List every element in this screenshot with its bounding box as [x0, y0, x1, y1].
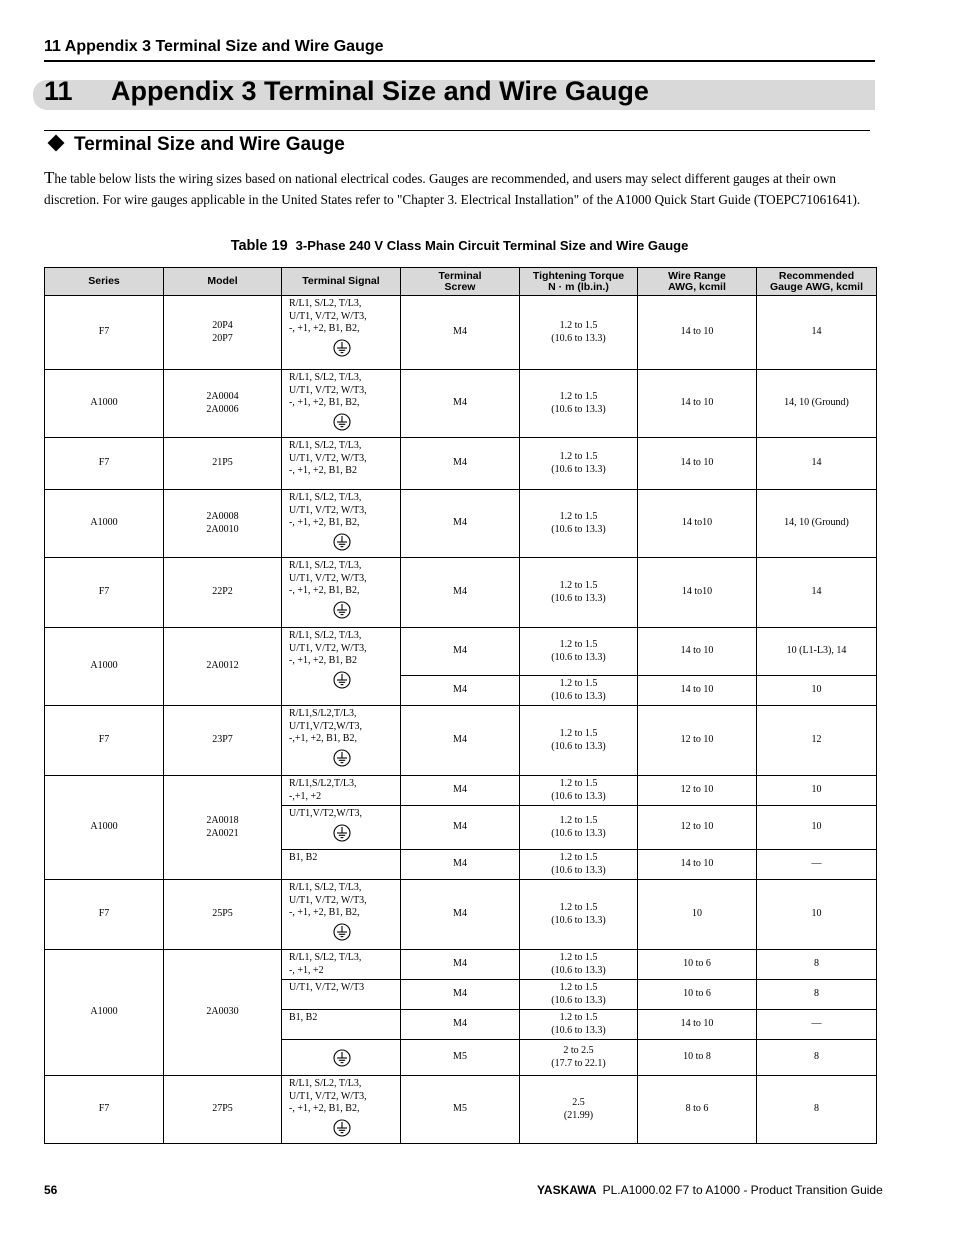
header-tightening-torque — [520, 268, 638, 296]
cell-tightening-torque-line: 1.2 to 1.5 — [559, 952, 598, 963]
cell-terminal-signal — [282, 1076, 401, 1144]
table-row — [45, 1076, 877, 1144]
cell-tightening-torque-line: 1.2 to 1.5 — [559, 902, 598, 913]
cell-tightening-torque-line: 1.2 to 1.5 — [559, 852, 598, 863]
cell-terminal-screw: M4 — [401, 776, 520, 806]
cell-tightening-torque-line: 2 to 2.5 — [563, 1045, 594, 1056]
cell-terminal-signal — [282, 950, 401, 980]
cell-wire-range: 14 to 10 — [638, 628, 757, 676]
cell-model — [164, 706, 282, 776]
terminal-signal-line: -,+1, +2 — [289, 790, 322, 802]
table-row — [45, 558, 877, 628]
cell-terminal-signal — [282, 850, 401, 880]
terminal-signal-text — [289, 808, 394, 821]
terminal-signal-line: -, +1, +2, B1, B2, — [289, 323, 360, 334]
ground-symbol-icon — [333, 413, 351, 431]
cell-model-line: 2A0004 — [206, 391, 239, 402]
cell-terminal-signal — [282, 706, 401, 776]
intro-drop-cap: T — [44, 168, 55, 187]
intro-paragraph — [44, 168, 870, 210]
cell-recommended-gauge: 10 — [757, 806, 877, 850]
cell-recommended-gauge: 12 — [757, 706, 877, 776]
table-row — [45, 880, 877, 950]
cell-tightening-torque-line: 1.2 to 1.5 — [559, 1012, 598, 1023]
terminal-signal-line: U/T1, V/T2, W/T3, — [289, 894, 367, 906]
ground-symbol-icon — [333, 923, 351, 941]
terminal-signal-line: U/T1,V/T2,W/T3, — [289, 808, 363, 819]
cell-tightening-torque — [520, 1010, 638, 1040]
cell-terminal-screw: M4 — [401, 370, 520, 438]
cell-tightening-torque — [520, 850, 638, 880]
cell-recommended-gauge: 14 — [757, 438, 877, 490]
cell-tightening-torque-line: (10.6 to 13.3) — [551, 523, 606, 535]
cell-tightening-torque-line: (10.6 to 13.3) — [551, 403, 606, 415]
cell-series: F7 — [45, 438, 164, 490]
cell-terminal-screw: M4 — [401, 706, 520, 776]
cell-terminal-screw: M5 — [401, 1040, 520, 1076]
chapter-number: 11 — [44, 76, 73, 106]
cell-recommended-gauge: 10 — [757, 776, 877, 806]
cell-tightening-torque-line: (10.6 to 13.3) — [551, 651, 606, 663]
cell-model — [164, 776, 282, 880]
table-row — [45, 490, 877, 558]
terminal-signal-line: R/L1,S/L2,T/L3, — [289, 708, 357, 719]
terminal-signal-text — [289, 952, 394, 977]
cell-terminal-screw: M4 — [401, 558, 520, 628]
ground-symbol-icon — [333, 1049, 351, 1067]
cell-terminal-signal — [282, 1010, 401, 1040]
cell-recommended-gauge: 10 (L1-L3), 14 — [757, 628, 877, 676]
cell-tightening-torque-line: (10.6 to 13.3) — [551, 964, 606, 976]
ground-symbol-icon — [333, 749, 351, 767]
cell-model-line: 25P5 — [212, 908, 233, 920]
terminal-signal-line: -, +1, +2, B1, B2, — [289, 585, 360, 596]
cell-tightening-torque-line: (10.6 to 13.3) — [551, 864, 606, 876]
table-caption-text: 3-Phase 240 V Class Main Circuit Terminal Size and Wire Gauge — [295, 238, 689, 253]
cell-wire-range: 14 to10 — [638, 490, 757, 558]
cell-recommended-gauge: 10 — [757, 676, 877, 706]
cell-model-line: 2A0021 — [206, 827, 239, 839]
cell-model-line: 2A0008 — [206, 511, 239, 522]
terminal-signal-line: R/L1, S/L2, T/L3, — [289, 882, 362, 893]
chapter-title: Appendix 3 Terminal Size and Wire Gauge — [111, 76, 649, 106]
cell-tightening-torque-line: 1.2 to 1.5 — [559, 678, 598, 689]
table-row — [45, 370, 877, 438]
terminal-signal-text — [289, 560, 394, 598]
cell-terminal-screw: M4 — [401, 950, 520, 980]
header-line: Recommended — [778, 269, 855, 282]
cell-terminal-signal — [282, 880, 401, 950]
cell-model-line: 23P7 — [212, 734, 233, 746]
cell-series: F7 — [45, 706, 164, 776]
terminal-signal-line: -, +1, +2 — [289, 964, 324, 976]
cell-terminal-signal — [282, 490, 401, 558]
terminal-signal-text — [289, 882, 394, 920]
terminal-wire-gauge-table — [44, 267, 877, 1144]
footer-doc-title: PL.A1000.02 F7 to A1000 - Product Transition Guide — [602, 1183, 883, 1197]
cell-model-line: 2A0012 — [206, 660, 239, 672]
cell-tightening-torque — [520, 438, 638, 490]
table-row — [45, 950, 877, 980]
cell-model — [164, 296, 282, 370]
terminal-signal-line: -, +1, +2, B1, B2, — [289, 1103, 360, 1114]
cell-tightening-torque-line: (21.99) — [563, 1109, 594, 1121]
cell-series: A1000 — [45, 628, 164, 706]
cell-model — [164, 1076, 282, 1144]
cell-recommended-gauge: 8 — [757, 1076, 877, 1144]
cell-model — [164, 950, 282, 1076]
cell-tightening-torque-line: 1.2 to 1.5 — [559, 815, 598, 826]
terminal-signal-line: -, +1, +2, B1, B2 — [289, 465, 357, 476]
cell-tightening-torque-line: (17.7 to 22.1) — [551, 1057, 606, 1069]
cell-tightening-torque — [520, 706, 638, 776]
ground-symbol-icon — [333, 1119, 351, 1137]
header-line: Gauge AWG, kcmil — [770, 280, 863, 293]
cell-wire-range: 8 to 6 — [638, 1076, 757, 1144]
cell-tightening-torque — [520, 980, 638, 1010]
cell-tightening-torque — [520, 296, 638, 370]
cell-tightening-torque-line: (10.6 to 13.3) — [551, 690, 606, 702]
cell-terminal-screw: M4 — [401, 438, 520, 490]
table-row — [45, 776, 877, 806]
section-heading — [50, 134, 345, 156]
cell-terminal-signal — [282, 296, 401, 370]
cell-terminal-signal — [282, 370, 401, 438]
cell-model — [164, 438, 282, 490]
terminal-signal-line: R/L1, S/L2, T/L3, — [289, 372, 362, 383]
terminal-signal-line: R/L1, S/L2, T/L3, — [289, 492, 362, 503]
cell-tightening-torque — [520, 950, 638, 980]
cell-series: A1000 — [45, 950, 164, 1076]
table-row — [45, 706, 877, 776]
ground-symbol-icon — [333, 339, 351, 357]
terminal-signal-line: R/L1, S/L2, T/L3, — [289, 630, 362, 641]
terminal-signal-text — [289, 1012, 394, 1025]
cell-wire-range: 10 to 8 — [638, 1040, 757, 1076]
cell-model-line: 27P5 — [212, 1103, 233, 1115]
terminal-signal-line: -,+1, +2, B1, B2, — [289, 733, 357, 744]
cell-wire-range: 12 to 10 — [638, 776, 757, 806]
cell-recommended-gauge: — — [757, 850, 877, 880]
cell-model-line: 2A0006 — [206, 403, 239, 415]
header-model: Model — [164, 268, 282, 296]
section-title: Terminal Size and Wire Gauge — [74, 134, 345, 155]
terminal-signal-line: -, +1, +2, B1, B2 — [289, 655, 357, 666]
cell-tightening-torque-line: 1.2 to 1.5 — [559, 320, 598, 331]
cell-recommended-gauge: 14, 10 (Ground) — [757, 490, 877, 558]
cell-terminal-screw: M4 — [401, 676, 520, 706]
cell-terminal-screw: M4 — [401, 296, 520, 370]
cell-terminal-screw: M4 — [401, 980, 520, 1010]
cell-terminal-screw: M4 — [401, 1010, 520, 1040]
header-line: Tightening Torque — [532, 269, 625, 282]
terminal-signal-line: U/T1, V/T2, W/T3, — [289, 310, 367, 322]
terminal-signal-text — [289, 1078, 394, 1116]
terminal-signal-line: B1, B2 — [289, 1012, 318, 1023]
header-line: N · m (lb.in.) — [548, 280, 609, 293]
cell-wire-range: 14 to 10 — [638, 370, 757, 438]
page-number: 56 — [44, 1183, 58, 1197]
terminal-signal-line: R/L1, S/L2, T/L3, — [289, 560, 362, 571]
cell-terminal-signal — [282, 1040, 401, 1076]
cell-tightening-torque-line: (10.6 to 13.3) — [551, 740, 606, 752]
ground-symbol-icon — [333, 533, 351, 551]
cell-tightening-torque-line: (10.6 to 13.3) — [551, 827, 606, 839]
cell-recommended-gauge: 8 — [757, 980, 877, 1010]
terminal-signal-text — [289, 440, 394, 478]
terminal-signal-text — [289, 372, 394, 410]
cell-recommended-gauge: 14, 10 (Ground) — [757, 370, 877, 438]
cell-tightening-torque-line: 1.2 to 1.5 — [559, 639, 598, 650]
cell-terminal-screw: M4 — [401, 850, 520, 880]
terminal-signal-line: U/T1, V/T2, W/T3, — [289, 572, 367, 584]
terminal-signal-line: U/T1, V/T2, W/T3, — [289, 1090, 367, 1102]
header-terminal-signal: Terminal Signal — [282, 268, 401, 296]
header-terminal-screw — [401, 268, 520, 296]
header-wire-range — [638, 268, 757, 296]
cell-model — [164, 880, 282, 950]
cell-model — [164, 558, 282, 628]
terminal-signal-text — [289, 630, 394, 668]
cell-tightening-torque-line: 1.2 to 1.5 — [559, 511, 598, 522]
cell-wire-range: 14 to 10 — [638, 850, 757, 880]
cell-recommended-gauge: 14 — [757, 296, 877, 370]
header-recommended-gauge — [757, 268, 877, 296]
cell-series: F7 — [45, 1076, 164, 1144]
terminal-signal-line: R/L1,S/L2,T/L3, — [289, 778, 357, 789]
terminal-signal-line: U/T1, V/T2, W/T3, — [289, 504, 367, 516]
header-series: Series — [45, 268, 164, 296]
cell-tightening-torque-line: 2.5 — [572, 1097, 585, 1108]
cell-series: F7 — [45, 880, 164, 950]
cell-terminal-signal — [282, 438, 401, 490]
terminal-signal-line: R/L1, S/L2, T/L3, — [289, 440, 362, 451]
cell-tightening-torque — [520, 370, 638, 438]
cell-tightening-torque — [520, 1076, 638, 1144]
cell-wire-range: 14 to 10 — [638, 438, 757, 490]
terminal-signal-text — [289, 778, 394, 803]
diamond-bullet-icon — [48, 135, 65, 152]
terminal-signal-line: U/T1,V/T2,W/T3, — [289, 720, 363, 732]
terminal-signal-text — [289, 298, 394, 336]
terminal-signal-line: U/T1, V/T2, W/T3, — [289, 642, 367, 654]
cell-model-line: 22P2 — [212, 586, 233, 598]
cell-tightening-torque-line: 1.2 to 1.5 — [559, 451, 598, 462]
cell-model — [164, 490, 282, 558]
footer-brand: YASKAWA — [537, 1183, 597, 1197]
cell-wire-range: 10 — [638, 880, 757, 950]
cell-terminal-signal — [282, 558, 401, 628]
terminal-signal-text — [289, 492, 394, 530]
terminal-signal-text — [289, 708, 394, 746]
cell-wire-range: 14 to 10 — [638, 1010, 757, 1040]
cell-terminal-signal — [282, 628, 401, 706]
cell-tightening-torque — [520, 880, 638, 950]
ground-symbol-icon — [333, 824, 351, 842]
cell-tightening-torque-line: 1.2 to 1.5 — [559, 778, 598, 789]
cell-model-line: 2A0010 — [206, 523, 239, 535]
table-label: Table 19 — [230, 238, 288, 254]
header-rule — [44, 60, 875, 62]
terminal-signal-text — [289, 982, 394, 995]
cell-terminal-signal — [282, 776, 401, 806]
cell-tightening-torque-line: (10.6 to 13.3) — [551, 914, 606, 926]
ground-symbol-icon — [333, 671, 351, 689]
cell-series: A1000 — [45, 776, 164, 880]
table-header-row — [45, 268, 877, 296]
cell-terminal-signal — [282, 980, 401, 1010]
cell-wire-range: 14 to 10 — [638, 296, 757, 370]
cell-series: A1000 — [45, 490, 164, 558]
terminal-signal-line: R/L1, S/L2, T/L3, — [289, 1078, 362, 1089]
cell-tightening-torque-line: (10.6 to 13.3) — [551, 790, 606, 802]
cell-terminal-screw: M4 — [401, 628, 520, 676]
table-row — [45, 438, 877, 490]
cell-tightening-torque-line: (10.6 to 13.3) — [551, 1024, 606, 1036]
terminal-signal-line: R/L1, S/L2, T/L3, — [289, 298, 362, 309]
cell-terminal-screw: M4 — [401, 806, 520, 850]
cell-tightening-torque-line: (10.6 to 13.3) — [551, 592, 606, 604]
table-caption — [0, 238, 919, 254]
cell-model-line: 2A0030 — [206, 1006, 239, 1018]
terminal-signal-line: B1, B2 — [289, 852, 318, 863]
cell-tightening-torque-line: (10.6 to 13.3) — [551, 332, 606, 344]
cell-wire-range: 14 to 10 — [638, 676, 757, 706]
cell-tightening-torque — [520, 776, 638, 806]
cell-wire-range: 10 to 6 — [638, 980, 757, 1010]
terminal-signal-line: -, +1, +2, B1, B2, — [289, 397, 360, 408]
header-line: AWG, kcmil — [668, 280, 726, 293]
table-row — [45, 628, 877, 676]
cell-model — [164, 370, 282, 438]
cell-tightening-torque-line: 1.2 to 1.5 — [559, 728, 598, 739]
cell-model-line: 20P4 — [212, 320, 233, 331]
cell-terminal-screw: M5 — [401, 1076, 520, 1144]
terminal-signal-line: -, +1, +2, B1, B2, — [289, 517, 360, 528]
cell-tightening-torque-line: 1.2 to 1.5 — [559, 580, 598, 591]
cell-terminal-screw: M4 — [401, 490, 520, 558]
cell-tightening-torque — [520, 676, 638, 706]
cell-tightening-torque — [520, 806, 638, 850]
section-rule — [44, 130, 870, 131]
cell-recommended-gauge: 10 — [757, 880, 877, 950]
cell-tightening-torque-line: 1.2 to 1.5 — [559, 982, 598, 993]
cell-tightening-torque — [520, 1040, 638, 1076]
cell-series: F7 — [45, 558, 164, 628]
header-line: Terminal — [438, 269, 482, 282]
cell-wire-range: 12 to 10 — [638, 706, 757, 776]
cell-model-line: 2A0018 — [206, 815, 239, 826]
intro-text: he table below lists the wiring sizes based on national electrical codes. Gauges are recommended, and users may select different gauges at their own discretion. For wire gauges applicable in the United States refer to "Chapter 3. Electrical Installation" of the A1000 Quick Start Guide (TOEPC71061641). — [44, 171, 861, 207]
terminal-signal-line: U/T1, V/T2, W/T3 — [289, 982, 365, 993]
terminal-signal-line: R/L1, S/L2, T/L3, — [289, 952, 362, 963]
terminal-signal-line: U/T1, V/T2, W/T3, — [289, 452, 367, 464]
cell-wire-range: 12 to 10 — [638, 806, 757, 850]
cell-recommended-gauge: 8 — [757, 950, 877, 980]
cell-tightening-torque — [520, 490, 638, 558]
cell-tightening-torque-line: (10.6 to 13.3) — [551, 994, 606, 1006]
header-line: Wire Range — [668, 269, 726, 282]
cell-recommended-gauge: — — [757, 1010, 877, 1040]
terminal-signal-text — [289, 852, 394, 865]
cell-tightening-torque-line: (10.6 to 13.3) — [551, 463, 606, 475]
footer-doc-info — [537, 1183, 883, 1197]
table-row — [45, 296, 877, 370]
cell-series: A1000 — [45, 370, 164, 438]
cell-wire-range: 14 to10 — [638, 558, 757, 628]
cell-tightening-torque — [520, 628, 638, 676]
running-header: 11 Appendix 3 Terminal Size and Wire Gauge — [44, 38, 384, 55]
cell-recommended-gauge: 8 — [757, 1040, 877, 1076]
terminal-signal-line: -, +1, +2, B1, B2, — [289, 907, 360, 918]
cell-model-line: 20P7 — [212, 332, 233, 344]
cell-tightening-torque-line: 1.2 to 1.5 — [559, 391, 598, 402]
cell-terminal-screw: M4 — [401, 880, 520, 950]
cell-recommended-gauge: 14 — [757, 558, 877, 628]
ground-symbol-icon — [333, 601, 351, 619]
header-line: Screw — [444, 280, 476, 293]
cell-model-line: 21P5 — [212, 457, 233, 469]
cell-series: F7 — [45, 296, 164, 370]
cell-tightening-torque — [520, 558, 638, 628]
terminal-signal-line: U/T1, V/T2, W/T3, — [289, 384, 367, 396]
cell-model — [164, 628, 282, 706]
cell-wire-range: 10 to 6 — [638, 950, 757, 980]
cell-terminal-signal — [282, 806, 401, 850]
